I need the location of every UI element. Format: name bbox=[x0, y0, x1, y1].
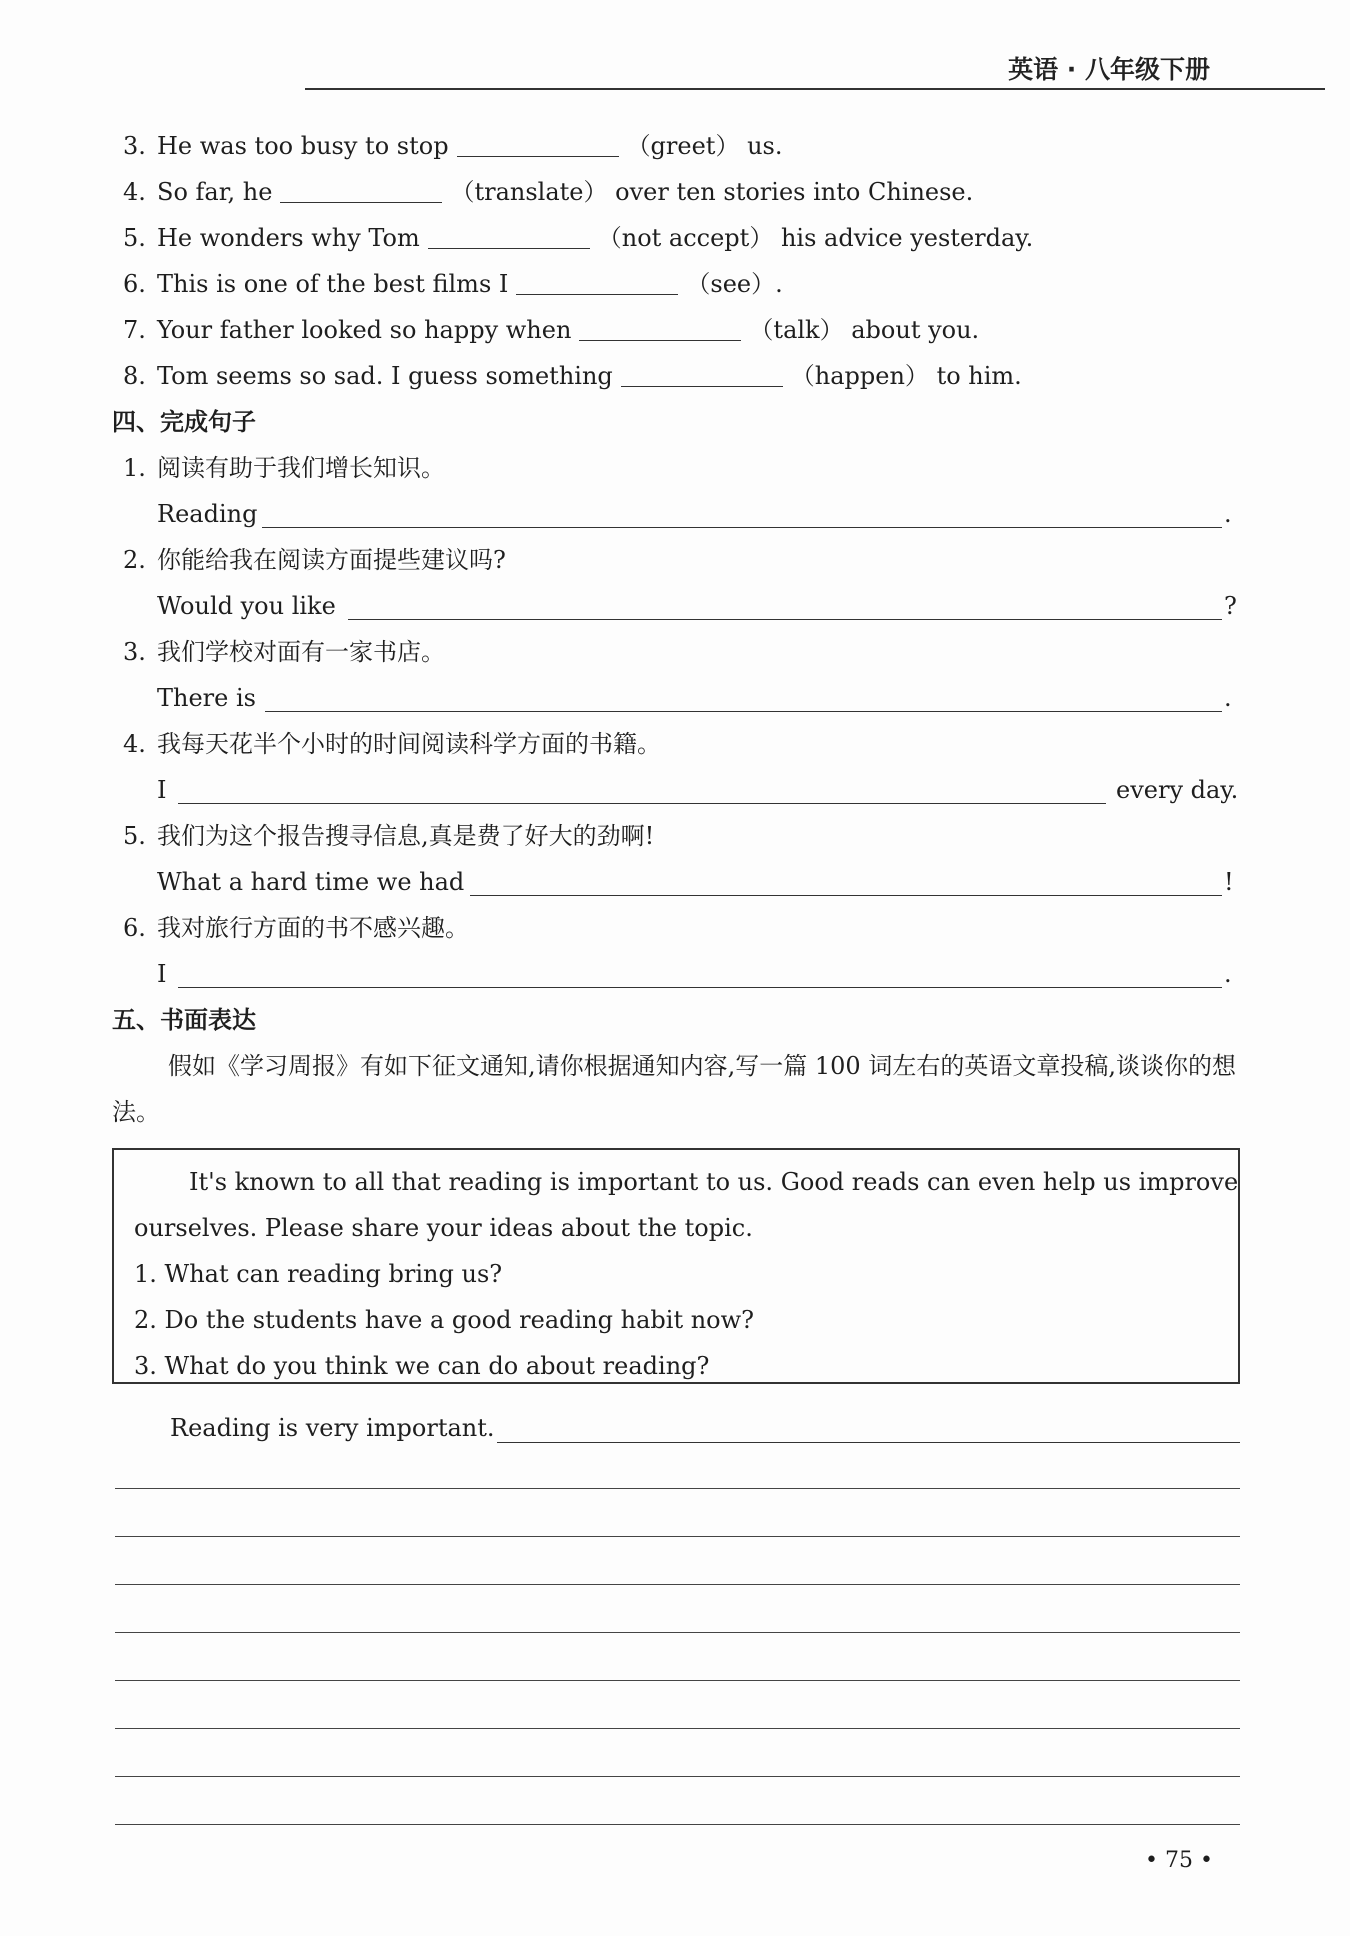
translation-prompt bbox=[0, 724, 1350, 764]
item-text-after: over ten stories into Chinese. bbox=[615, 178, 974, 206]
item-text-after: to him. bbox=[936, 362, 1022, 390]
end-punctuation: every day. bbox=[1116, 776, 1239, 804]
item-text-after: us. bbox=[747, 132, 783, 160]
exercise-item bbox=[0, 172, 1350, 212]
end-punctuation: . bbox=[1224, 684, 1232, 712]
section-title-4: 四、完成句子 bbox=[112, 408, 256, 436]
answer-line[interactable] bbox=[265, 711, 1222, 712]
item-number: 5. bbox=[123, 822, 146, 850]
answer-blank[interactable] bbox=[579, 310, 741, 341]
writing-line[interactable] bbox=[115, 1728, 1240, 1729]
answer-line[interactable] bbox=[470, 895, 1222, 896]
answer-blank[interactable] bbox=[621, 356, 783, 387]
answer-blank[interactable] bbox=[428, 218, 590, 249]
item-number: 4. bbox=[123, 730, 146, 758]
exercise-item bbox=[0, 126, 1350, 166]
sentence-lead: Would you like bbox=[157, 592, 336, 620]
notice-question: 3. What do you think we can do about reading? bbox=[134, 1352, 710, 1380]
item-number: 4. bbox=[123, 178, 146, 206]
writing-line[interactable] bbox=[115, 1536, 1240, 1537]
verb-hint: （talk） bbox=[749, 316, 844, 344]
item-number: 6. bbox=[123, 270, 146, 298]
translation-prompt bbox=[0, 908, 1350, 948]
sentence-lead: I bbox=[157, 776, 167, 804]
answer-line[interactable] bbox=[348, 619, 1222, 620]
answer-line[interactable] bbox=[178, 987, 1222, 988]
writing-line[interactable] bbox=[115, 1488, 1240, 1489]
item-text-after: about you. bbox=[851, 316, 980, 344]
item-text: This is one of the best films I bbox=[157, 270, 509, 298]
item-number: 2. bbox=[123, 546, 146, 574]
verb-hint: （see）. bbox=[686, 270, 783, 298]
end-punctuation: ? bbox=[1224, 592, 1237, 620]
essay-opening: Reading is very important. bbox=[170, 1414, 495, 1442]
chinese-sentence: 阅读有助于我们增长知识。 bbox=[157, 454, 445, 482]
answer-blank[interactable] bbox=[516, 264, 678, 295]
end-punctuation: . bbox=[1224, 500, 1232, 528]
chinese-sentence: 你能给我在阅读方面提些建议吗? bbox=[157, 546, 506, 574]
notice-box bbox=[112, 1148, 1240, 1384]
sentence-lead: Reading bbox=[157, 500, 258, 528]
item-number: 7. bbox=[123, 316, 146, 344]
verb-hint: （greet） bbox=[626, 132, 740, 160]
item-text: He was too busy to stop bbox=[157, 132, 449, 160]
item-number: 3. bbox=[123, 132, 146, 160]
item-text-after: his advice yesterday. bbox=[780, 224, 1034, 252]
exercise-item bbox=[0, 264, 1350, 304]
writing-line[interactable] bbox=[497, 1442, 1240, 1443]
item-number: 1. bbox=[123, 454, 146, 482]
end-punctuation: ! bbox=[1224, 868, 1234, 896]
writing-line[interactable] bbox=[115, 1680, 1240, 1681]
item-number: 8. bbox=[123, 362, 146, 390]
writing-line[interactable] bbox=[115, 1824, 1240, 1825]
answer-blank[interactable] bbox=[457, 126, 619, 157]
sentence-lead: I bbox=[157, 960, 167, 988]
item-text: Your father looked so happy when bbox=[157, 316, 572, 344]
item-text: He wonders why Tom bbox=[157, 224, 420, 252]
page-number: • 75 • bbox=[1145, 1848, 1213, 1873]
item-number: 5. bbox=[123, 224, 146, 252]
answer-line[interactable] bbox=[262, 527, 1222, 528]
writing-line[interactable] bbox=[115, 1632, 1240, 1633]
translation-prompt bbox=[0, 632, 1350, 672]
chinese-sentence: 我对旅行方面的书不感兴趣。 bbox=[157, 914, 469, 942]
translation-prompt bbox=[0, 816, 1350, 856]
item-number: 6. bbox=[123, 914, 146, 942]
sentence-lead: There is bbox=[157, 684, 256, 712]
verb-hint: （not accept） bbox=[597, 224, 774, 252]
notice-intro-line2: ourselves. Please share your ideas about the topic. bbox=[134, 1214, 753, 1242]
item-number: 3. bbox=[123, 638, 146, 666]
exercise-item bbox=[0, 310, 1350, 350]
notice-question: 2. Do the students have a good reading habit now? bbox=[134, 1306, 755, 1334]
chinese-sentence: 我们为这个报告搜寻信息,真是费了好大的劲啊! bbox=[157, 822, 655, 850]
exercise-item bbox=[0, 218, 1350, 258]
header-rule bbox=[305, 88, 1325, 90]
notice-intro-line1: It's known to all that reading is important to us. Good reads can even help us improve bbox=[189, 1168, 1239, 1196]
item-text: Tom seems so sad. I guess something bbox=[157, 362, 613, 390]
chinese-sentence: 我们学校对面有一家书店。 bbox=[157, 638, 445, 666]
sentence-lead: What a hard time we had bbox=[157, 868, 465, 896]
translation-prompt bbox=[0, 448, 1350, 488]
end-punctuation: . bbox=[1224, 960, 1232, 988]
item-text: So far, he bbox=[157, 178, 273, 206]
writing-line[interactable] bbox=[115, 1584, 1240, 1585]
writing-line[interactable] bbox=[115, 1776, 1240, 1777]
notice-question: 1. What can reading bring us? bbox=[134, 1260, 503, 1288]
answer-blank[interactable] bbox=[280, 172, 442, 203]
exercise-item bbox=[0, 356, 1350, 396]
verb-hint: （translate） bbox=[450, 178, 608, 206]
verb-hint: （happen） bbox=[790, 362, 929, 390]
book-title: 英语 · 八年级下册 bbox=[1008, 55, 1210, 84]
writing-instruction: 假如《学习周报》有如下征文通知,请你根据通知内容,写一篇 100 词左右的英语文章投稿,谈谈你的想法。 bbox=[112, 1052, 1236, 1126]
chinese-sentence: 我每天花半个小时的时间阅读科学方面的书籍。 bbox=[157, 730, 661, 758]
answer-line[interactable] bbox=[178, 803, 1106, 804]
section-title-5: 五、书面表达 bbox=[112, 1006, 256, 1034]
page-header bbox=[305, 50, 1325, 90]
translation-prompt bbox=[0, 540, 1350, 580]
